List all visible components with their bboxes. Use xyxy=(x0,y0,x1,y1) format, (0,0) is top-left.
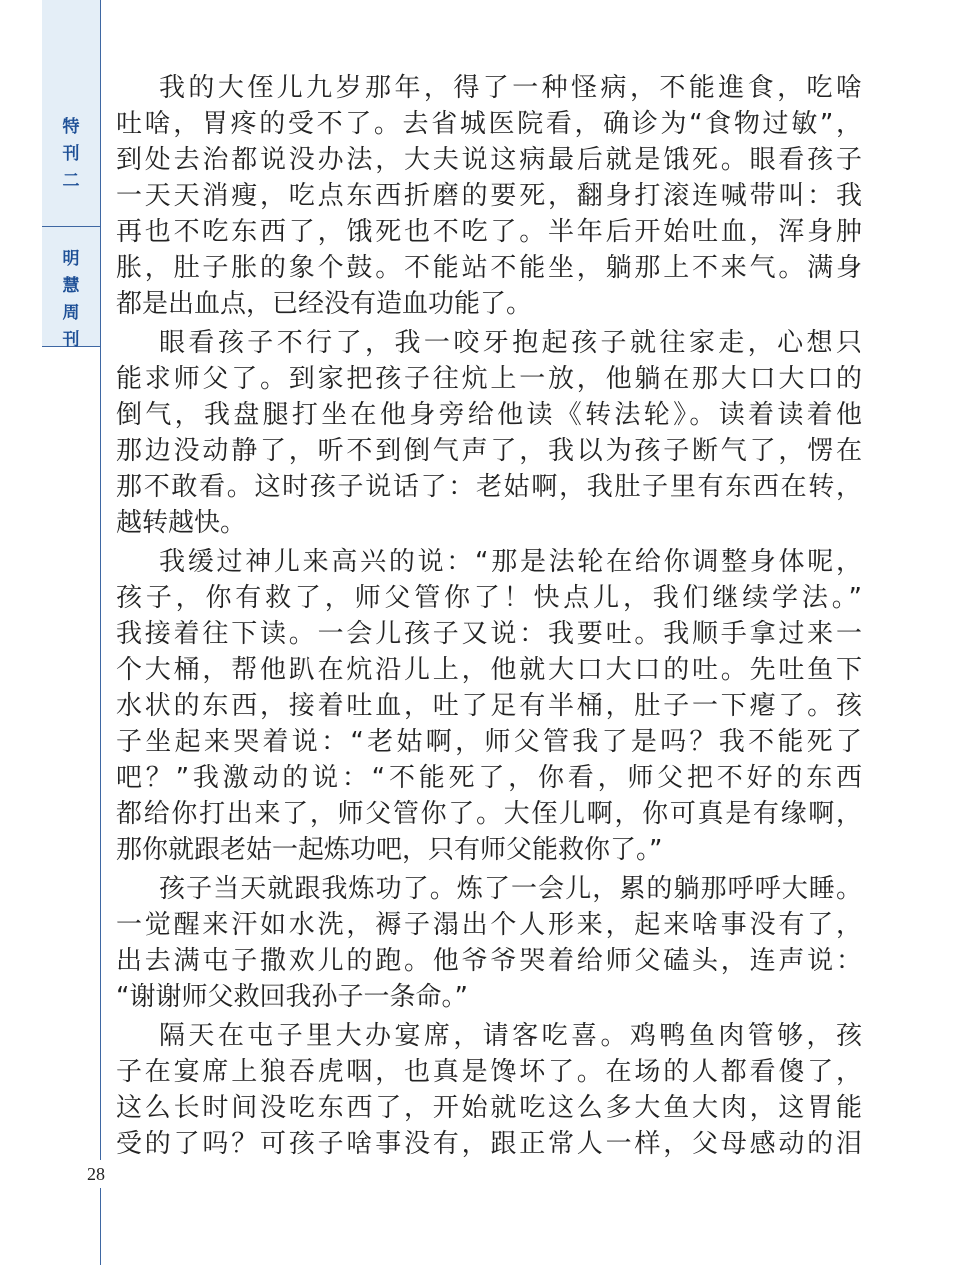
text-line: 那不敢看。这时孩子说话了：老姑啊，我肚子里有东西在转， xyxy=(116,472,862,502)
article-paragraph xyxy=(116,1018,862,1162)
article-paragraph xyxy=(116,871,862,1015)
text-line: 那边没动静了，听不到倒气声了，我以为孩子断气了，愣在 xyxy=(116,436,862,466)
article-body xyxy=(116,70,862,1165)
text-line: 再也不吃东西了，饿死也不吃了。半年后开始吐血，浑身肿 xyxy=(116,217,862,247)
text-line: 一天天消瘦，吃点东西折磨的要死，翻身打滚连喊带叫：我 xyxy=(116,181,862,211)
special-issue-label xyxy=(42,114,100,195)
special-issue-char: 刊 xyxy=(62,144,80,164)
text-line: 个大桶，帮他趴在炕沿儿上，他就大口大口的吐。先吐鱼下 xyxy=(116,655,862,685)
weekly-char: 明 xyxy=(62,249,80,269)
weekly-char: 周 xyxy=(62,303,80,323)
text-line: 我缓过神儿来高兴的说：“那是法轮在给你调整身体呢， xyxy=(159,547,862,577)
text-line: 我接着往下读。一会儿孩子又说：我要吐。我顺手拿过来一 xyxy=(116,619,862,649)
text-line: 都给你打出来了，师父管你了。大侄儿啊，你可真是有缘啊， xyxy=(116,799,862,829)
text-line: 能求师父了。到家把孩子往炕上一放，他躺在那大口大口的 xyxy=(116,364,862,394)
article-paragraph xyxy=(116,544,862,868)
text-line: 受的了吗？可孩子啥事没有，跟正常人一样，父母感动的泪 xyxy=(116,1129,862,1159)
text-line: 吐啥，胃疼的受不了。去省城医院看，确诊为“食物过敏”， xyxy=(116,109,862,139)
text-line: 孩子当天就跟我炼功了。炼了一会儿，累的躺那呼呼大睡。 xyxy=(159,874,862,904)
text-line: 出去满屯子撒欢儿的跑。他爷爷哭着给师父磕头，连声说： xyxy=(116,946,862,976)
text-line: 到处去治都说没办法，大夫说这病最后就是饿死。眼看孩子 xyxy=(116,145,862,175)
text-line: 都是出血点，已经没有造血功能了。 xyxy=(116,289,533,319)
text-line: 吧？”我激动的说：“不能死了，你看，师父把不好的东西 xyxy=(116,763,862,793)
text-line: 孩子，你有救了，师父管你了！快点儿，我们继续学法。” xyxy=(116,583,862,613)
article-paragraph xyxy=(116,325,862,541)
special-issue-char: 特 xyxy=(62,117,80,137)
text-line: 子在宴席上狼吞虎咽，也真是馋坏了。在场的人都看傻了， xyxy=(116,1057,862,1087)
special-issue-char: 二 xyxy=(62,171,80,191)
weekly-char: 刊 xyxy=(62,330,80,350)
article-paragraph xyxy=(116,70,862,322)
text-line: 这么长时间没吃东西了，开始就吃这么多大鱼大肉，这胃能 xyxy=(116,1093,862,1123)
text-line: 水状的东西，接着吐血，吐了足有半桶，肚子一下瘪了。孩 xyxy=(116,691,862,721)
text-line: 一觉醒来汗如水洗，褥子溻出个人形来，起来啥事没有了， xyxy=(116,910,862,940)
text-line: 越转越快。 xyxy=(116,508,247,538)
text-line: 子坐起来哭着说：“老姑啊，师父管我了是吗？我不能死了 xyxy=(116,727,862,757)
minghui-weekly-label xyxy=(42,246,100,354)
sidebar-divider xyxy=(42,226,100,227)
vertical-page-rule xyxy=(100,0,101,1265)
weekly-char: 慧 xyxy=(62,276,80,296)
text-line: 眼看孩子不行了，我一咬牙抱起孩子就往家走，心想只 xyxy=(159,328,862,358)
text-line: 我的大侄儿九岁那年，得了一种怪病，不能進食，吃啥 xyxy=(159,73,862,103)
text-line: 隔天在屯子里大办宴席，请客吃喜。鸡鸭鱼肉管够，孩 xyxy=(159,1021,862,1051)
page-number: 28 xyxy=(84,1160,108,1188)
text-line: 胀，肚子胀的象个鼓。不能站不能坐，躺那上不来气。满身 xyxy=(116,253,862,283)
text-line: 那你就跟老姑一起炼功吧，只有师父能救你了。” xyxy=(116,835,663,865)
text-line: “谢谢师父救回我孙子一条命。” xyxy=(116,982,468,1012)
text-line: 倒气，我盘腿打坐在他身旁给他读《转法轮》。读着读着他 xyxy=(116,400,862,430)
